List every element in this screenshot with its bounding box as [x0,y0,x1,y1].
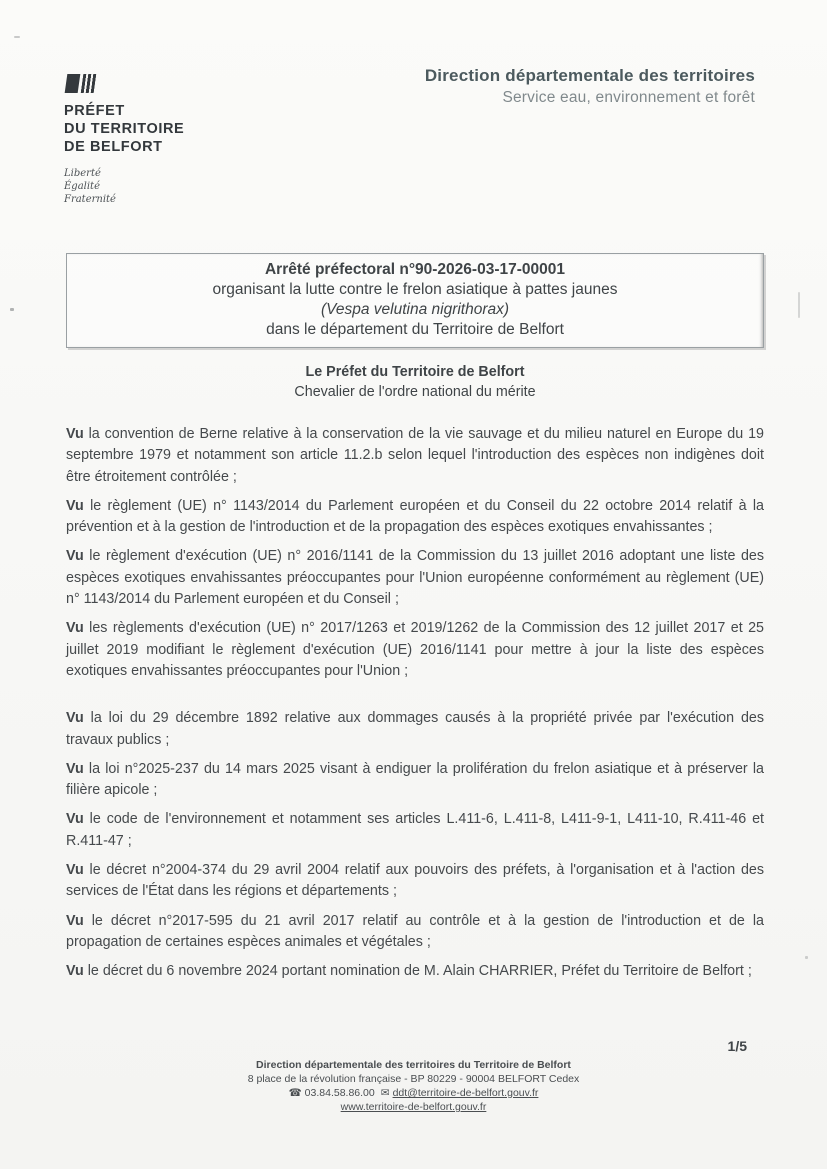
species-latin-name: (Vespa velutina nigrithorax) [320,301,510,318]
decree-title-box [66,253,764,348]
prefect-honor: Chevalier de l'ordre national du mérite [294,384,536,400]
recital-lead: Vu [66,710,84,727]
phone-icon: ☎ [288,1087,302,1099]
prefecture-logo [64,74,184,206]
motto-line: Fraternité [64,194,116,205]
page-number: 1/5 [727,1038,747,1054]
decree-department: dans le département du Territoire de Belfort [266,321,564,338]
recital-lead: Vu [66,620,84,637]
recital-text: la convention de Berne relative à la conservation de la vie sauvage et du milieu naturel en Europe du 19 septembre 1979 et notamment son article 11.2.b selon lequel l'introduction des espèces non indigènes doit être étroitement contrôlée ; [66,426,764,485]
recital-lead: Vu [66,760,84,777]
recital-lead: Vu [66,548,84,565]
flag-stripe-dark [65,74,81,93]
logo-line: DU TERRITOIRE [64,121,185,137]
recital-paragraph [66,496,764,539]
recital-paragraph [66,860,764,903]
motto-line: Liberté [64,168,101,179]
footer [0,1058,827,1114]
french-flag-icon [66,74,184,93]
recital-text: le code de l'environnement et notamment ses articles L.411-6, L.411-8, L411-9-1, L411-10, R.411-46 et R.411-47 ; [66,811,764,849]
logo-line: DE BELFORT [64,139,163,155]
decree-number: Arrêté préfectoral n°90-2026-03-17-00001 [264,261,565,278]
decree-recitals [66,424,764,983]
recital-text: le règlement d'exécution (UE) n° 2016/1141 de la Commission du 13 juillet 2016 adoptant une liste des espèces exotiques envahissantes préoccupantes pour l'Union européenne conformément au règlement (UE) n° 1143/2014 du Parlement européen et du Conseil ; [66,548,764,608]
scan-artifact [798,292,800,318]
recital-paragraph [66,546,764,610]
republic-motto [64,167,184,206]
footer-contact-line [0,1086,827,1100]
recital-text: les règlements d'exécution (UE) n° 2017/1263 et 2019/1262 de la Commission des 12 juillet 2017 et 25 juillet 2019 modifiant le règlement d'exécution (UE) 2016/1141 pour mettre à jour la liste des espèces exotiques envahissantes préoccupantes pour l'Union ; [66,620,764,679]
recital-text: le décret n°2017-595 du 21 avril 2017 relatif au contrôle et à la gestion de l'introduction et de la propagation de certaines espèces animales et végétales ; [66,912,764,950]
recital-lead: Vu [66,963,84,980]
recital-text: le décret n°2004-374 du 29 avril 2004 relatif aux pouvoirs des préfets, à l'organisation et à l'action des services de l'État dans les régions et départements ; [66,862,764,900]
logo-line: PRÉFET [64,103,125,119]
footer-website-line [0,1100,827,1114]
recital-lead: Vu [66,497,84,514]
footer-phone: 03.84.58.86.00 [304,1087,375,1099]
recital-paragraph [66,809,764,852]
recital-text: la loi du 29 décembre 1892 relative aux dommages causés à la propriété privée par l'exécution des travaux publics ; [66,710,764,748]
recital-text: le règlement (UE) n° 1143/2014 du Parlement européen et du Conseil du 22 octobre 2014 relatif à la prévention et à la gestion de l'introduction et de la propagation des espèces exotiques envahissantes ; [66,497,764,536]
service-header [425,66,755,107]
motto-line: Égalité [64,181,100,192]
recital-lead: Vu [66,862,84,879]
service-title: Direction départementale des territoires [424,66,755,85]
email-icon: ✉ [380,1087,390,1099]
scan-artifact [14,36,20,38]
logo-title [64,102,184,156]
footer-service-name: Direction départementale des territoires du Territoire de Belfort [256,1059,571,1071]
recital-lead: Vu [66,912,84,929]
recital-paragraph [66,618,764,682]
scan-artifact [10,308,14,311]
recital-paragraph [66,424,764,488]
salutation [66,362,764,402]
recital-paragraph [66,759,764,802]
recital-text: le décret du 6 novembre 2024 portant nomination de M. Alain CHARRIER, Préfet du Territoire de Belfort ; [83,963,752,980]
scan-artifact [805,956,808,959]
footer-address: 8 place de la révolution française - BP 80229 - 90004 BELFORT Cedex [247,1073,580,1085]
document-content [66,253,764,991]
recital-paragraph [66,961,764,982]
recital-lead: Vu [66,811,84,828]
decree-subject: organisant la lutte contre le frelon asiatique à pattes jaunes [212,281,618,298]
recital-text: la loi n°2025-237 du 14 mars 2025 visant à endiguer la prolifération du frelon asiatique et à préserver la filière apicole ; [66,760,764,799]
recital-lead: Vu [66,426,84,442]
service-subtitle: Service eau, environnement et forêt [502,89,755,106]
prefect-title: Le Préfet du Territoire de Belfort [305,364,525,380]
website-link[interactable]: www.territoire-de-belfort.gouv.fr [340,1101,487,1113]
recital-paragraph [66,708,764,751]
flag-stripe-lined [81,74,97,93]
recital-paragraph [66,911,764,954]
email-link[interactable]: ddt@territoire-de-belfort.gouv.fr [392,1087,539,1099]
